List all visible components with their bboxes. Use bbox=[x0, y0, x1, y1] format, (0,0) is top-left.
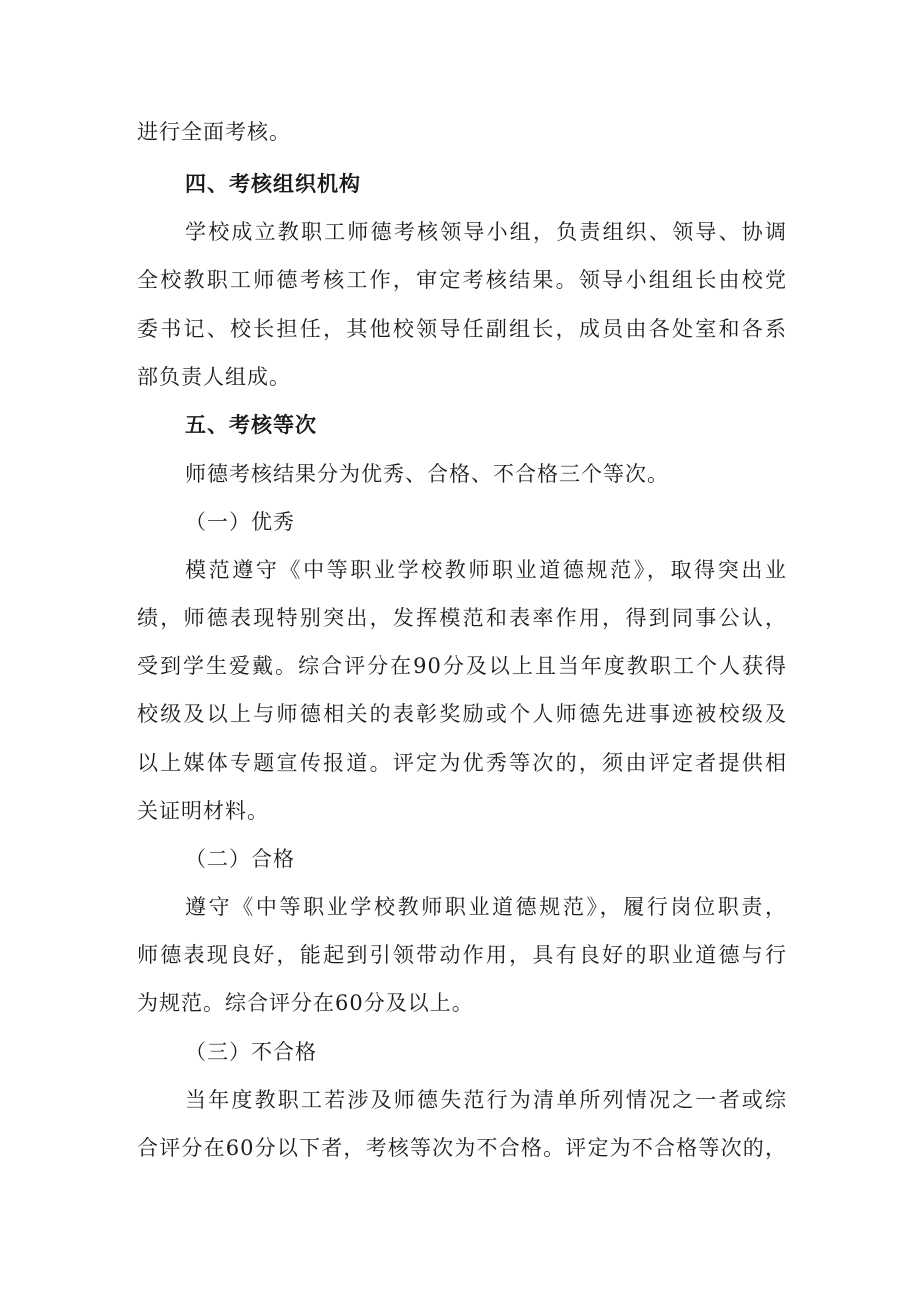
paragraph-line: 校级及以上与师德相关的表彰奖励或个人师德先进事迹被校级及 bbox=[137, 702, 787, 726]
section-heading-5: 五、考核等次 bbox=[185, 413, 317, 437]
paragraph-line: 合评分在60分以下者，考核等次为不合格。评定为不合格等次的， bbox=[137, 1136, 787, 1160]
subsection-heading-qualified: （二）合格 bbox=[185, 847, 295, 871]
paragraph-line: 委书记、校长担任，其他校领导任副组长，成员由各处室和各系 bbox=[137, 317, 787, 341]
paragraph-line: 当年度教职工若涉及师德失范行为清单所列情况之一者或综 bbox=[185, 1088, 787, 1112]
section-heading-4: 四、考核组织机构 bbox=[185, 172, 361, 196]
subsection-heading-unqualified: （三）不合格 bbox=[185, 1040, 317, 1064]
paragraph-line: 师德表现良好，能起到引领带动作用，具有良好的职业道德与行 bbox=[137, 943, 787, 967]
paragraph-line: 关证明材料。 bbox=[137, 799, 269, 823]
paragraph-line: 绩，师德表现特别突出，发挥模范和表率作用，得到同事公认， bbox=[137, 606, 787, 630]
paragraph-line: 全校教职工师德考核工作，审定考核结果。领导小组组长由校党 bbox=[137, 268, 787, 292]
paragraph-line: 学校成立教职工师德考核领导小组，负责组织、领导、协调 bbox=[185, 220, 787, 244]
paragraph-line: 进行全面考核。 bbox=[137, 120, 291, 144]
paragraph-line: 以上媒体专题宣传报道。评定为优秀等次的，须由评定者提供相 bbox=[137, 751, 787, 775]
paragraph-line: 为规范。综合评分在60分及以上。 bbox=[137, 991, 474, 1015]
paragraph-line: 受到学生爱戴。综合评分在90分及以上且当年度教职工个人获得 bbox=[137, 654, 787, 678]
paragraph-line: 师德考核结果分为优秀、合格、不合格三个等次。 bbox=[185, 462, 669, 486]
subsection-heading-excellent: （一）优秀 bbox=[185, 510, 295, 534]
paragraph-line: 部负责人组成。 bbox=[137, 365, 291, 389]
paragraph-line: 遵守《中等职业学校教师职业道德规范》，履行岗位职责， bbox=[185, 895, 787, 919]
paragraph-line: 模范遵守《中等职业学校教师职业道德规范》，取得突出业 bbox=[185, 558, 787, 582]
